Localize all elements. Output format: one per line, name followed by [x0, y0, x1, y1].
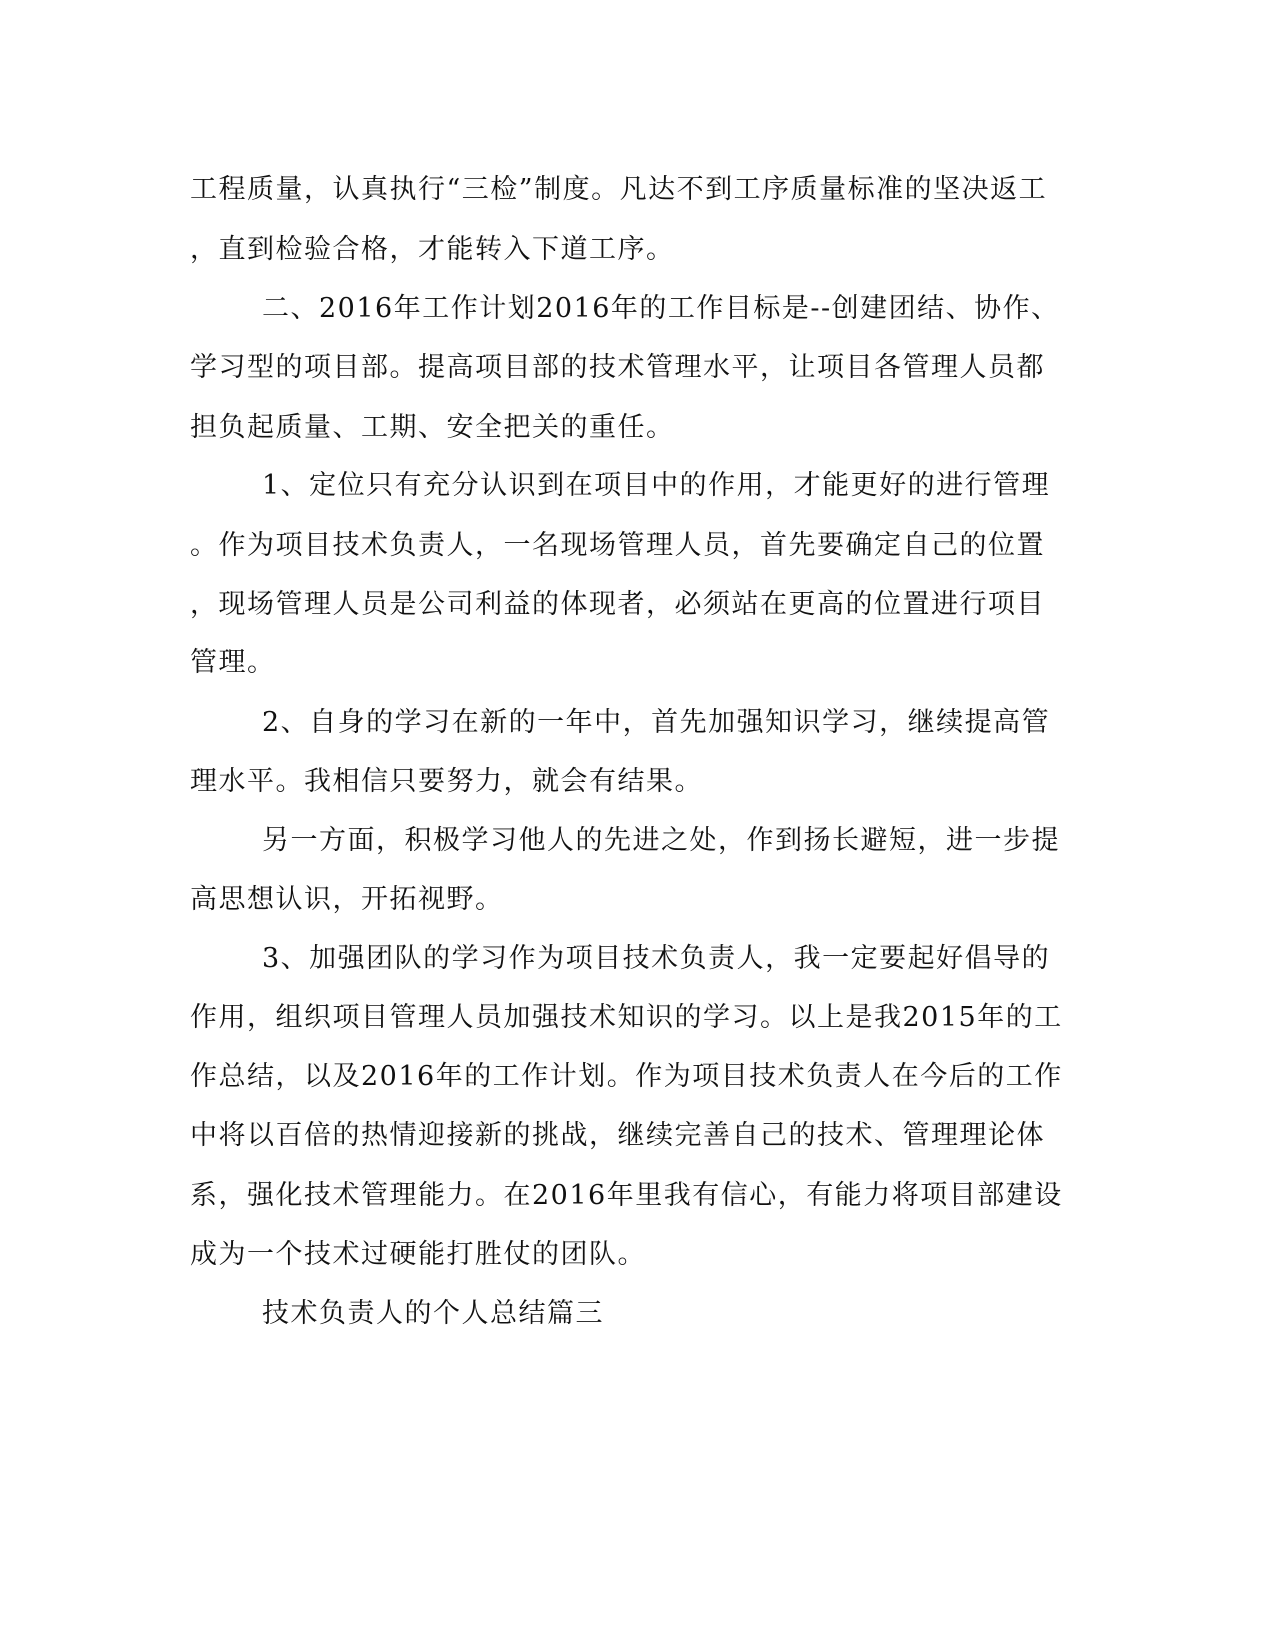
text-line: ，现场管理人员是公司利益的体现者，必须站在更高的位置进行项目 — [190, 589, 1045, 620]
text-line: 作用，组织项目管理人员加强技术知识的学习。以上是我2015年的工 — [190, 1002, 1063, 1033]
text-line: 系，强化技术管理能力。在2016年里我有信心，有能力将项目部建设 — [190, 1180, 1063, 1211]
text-line: 成为一个技术过硬能打胜仗的团队。 — [190, 1239, 646, 1270]
text-line: 担负起质量、工期、安全把关的重任。 — [190, 412, 675, 443]
text-line: 作总结，以及2016年的工作计划。作为项目技术负责人在今后的工作 — [190, 1061, 1063, 1092]
text-line: 工程质量，认真执行“三检”制度。凡达不到工序质量标准的坚决返工 — [190, 174, 1048, 205]
paragraph-start-line: 3、加强团队的学习作为项目技术负责人，我一定要起好倡导的 — [262, 943, 1051, 974]
text-line: 中将以百倍的热情迎接新的挑战，继续完善自己的技术、管理理论体 — [190, 1120, 1045, 1151]
section-heading: 技术负责人的个人总结篇三 — [262, 1298, 604, 1329]
text-line: 高思想认识，开拓视野。 — [190, 884, 504, 915]
text-line: 。作为项目技术负责人，一名现场管理人员，首先要确定自己的位置 — [190, 530, 1045, 561]
text-line: 理水平。我相信只要努力，就会有结果。 — [190, 766, 703, 797]
paragraph-start-line: 另一方面，积极学习他人的先进之处，作到扬长避短，进一步提 — [262, 825, 1060, 856]
paragraph-start-line: 二、2016年工作计划2016年的工作目标是--创建团结、协作、 — [262, 293, 1060, 324]
paragraph-start-line: 2、自身的学习在新的一年中，首先加强知识学习，继续提高管 — [262, 707, 1051, 738]
text-line: ，直到检验合格，才能转入下道工序。 — [190, 234, 675, 265]
paragraph-start-line: 1、定位只有充分认识到在项目中的作用，才能更好的进行管理 — [262, 470, 1051, 501]
text-line: 管理。 — [190, 647, 276, 678]
text-line: 学习型的项目部。提高项目部的技术管理水平，让项目各管理人员都 — [190, 352, 1045, 383]
